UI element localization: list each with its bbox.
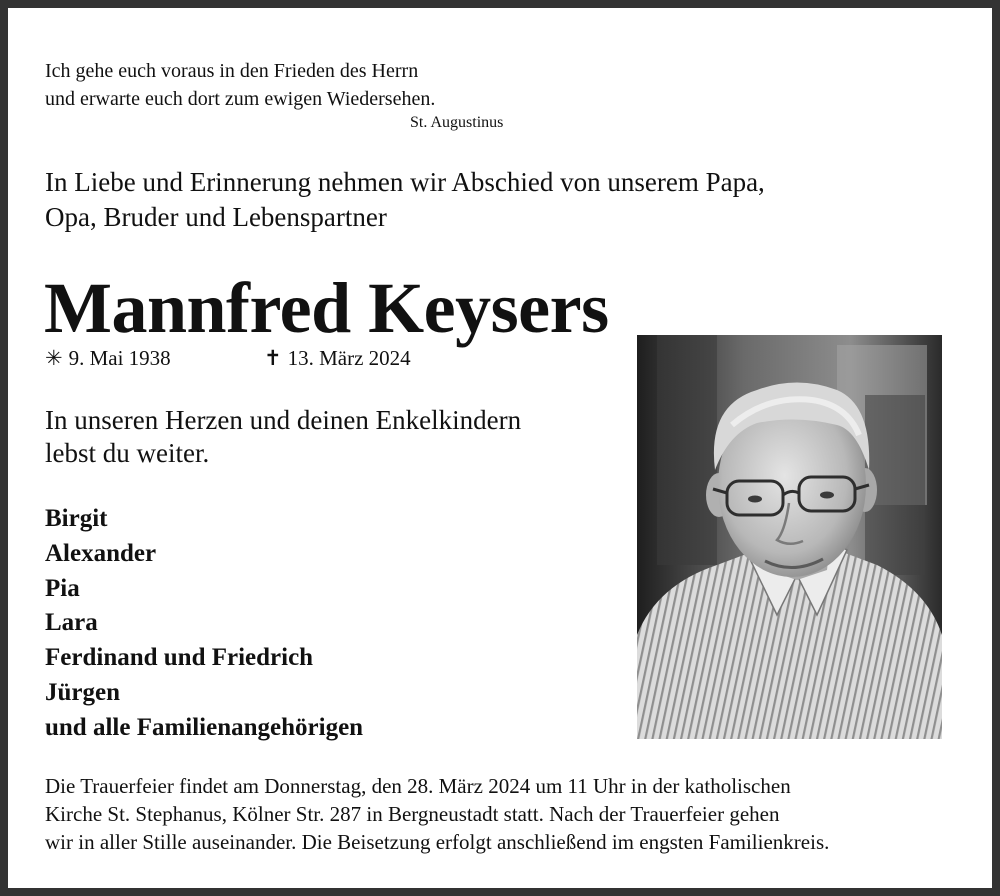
quote-line: und erwarte euch dort zum ewigen Wiedersehen. [45, 88, 436, 110]
deceased-name: Mannfred Keysers [44, 268, 609, 348]
birth-date [45, 346, 171, 371]
motto-line: In unseren Herzen und deinen Enkelkindern [45, 405, 522, 435]
quote-line: Ich gehe euch voraus in den Frieden des Herrn [45, 60, 419, 82]
mourner-name: Lara [45, 609, 98, 637]
intro-line: In Liebe und Erinnerung nehmen wir Abschied von unserem Papa, [45, 167, 765, 197]
intro-line: Opa, Bruder und Lebenspartner [45, 202, 387, 232]
mourner-name: Jürgen [45, 678, 120, 706]
mourner-name: Ferdinand und Friedrich [45, 644, 314, 672]
quote-author: St. Augustinus [410, 114, 504, 131]
quote [45, 57, 435, 113]
motto-line: lebst du weiter. [45, 438, 210, 468]
mourner-name: und alle Familienangehörigen [45, 713, 364, 741]
mourner-name: Alexander [45, 539, 157, 567]
mourner-name: Birgit [45, 505, 108, 532]
cross-icon: ✝ [264, 346, 282, 370]
intro-text [45, 165, 765, 235]
service-line: Die Trauerfeier findet am Donnerstag, den 28. März 2024 um 11 Uhr in der katholischen [45, 774, 791, 798]
mourners-list [45, 502, 363, 746]
service-info [45, 772, 829, 856]
service-line: Kirche St. Stephanus, Kölner Str. 287 in Bergneustadt statt. Nach der Trauerfeier gehen [45, 802, 780, 826]
service-line: wir in aller Stille auseinander. Die Beisetzung erfolgt anschließend im engsten Familienkreis. [45, 830, 830, 854]
mourner-name: Pia [45, 574, 80, 602]
death-date-text: 13. März 2024 [287, 346, 411, 370]
birth-date-text: 9. Mai 1938 [68, 346, 171, 370]
death-date [264, 346, 411, 371]
portrait-photo [637, 335, 942, 739]
motto [45, 404, 521, 470]
birth-star-icon: ✳ [45, 346, 63, 370]
